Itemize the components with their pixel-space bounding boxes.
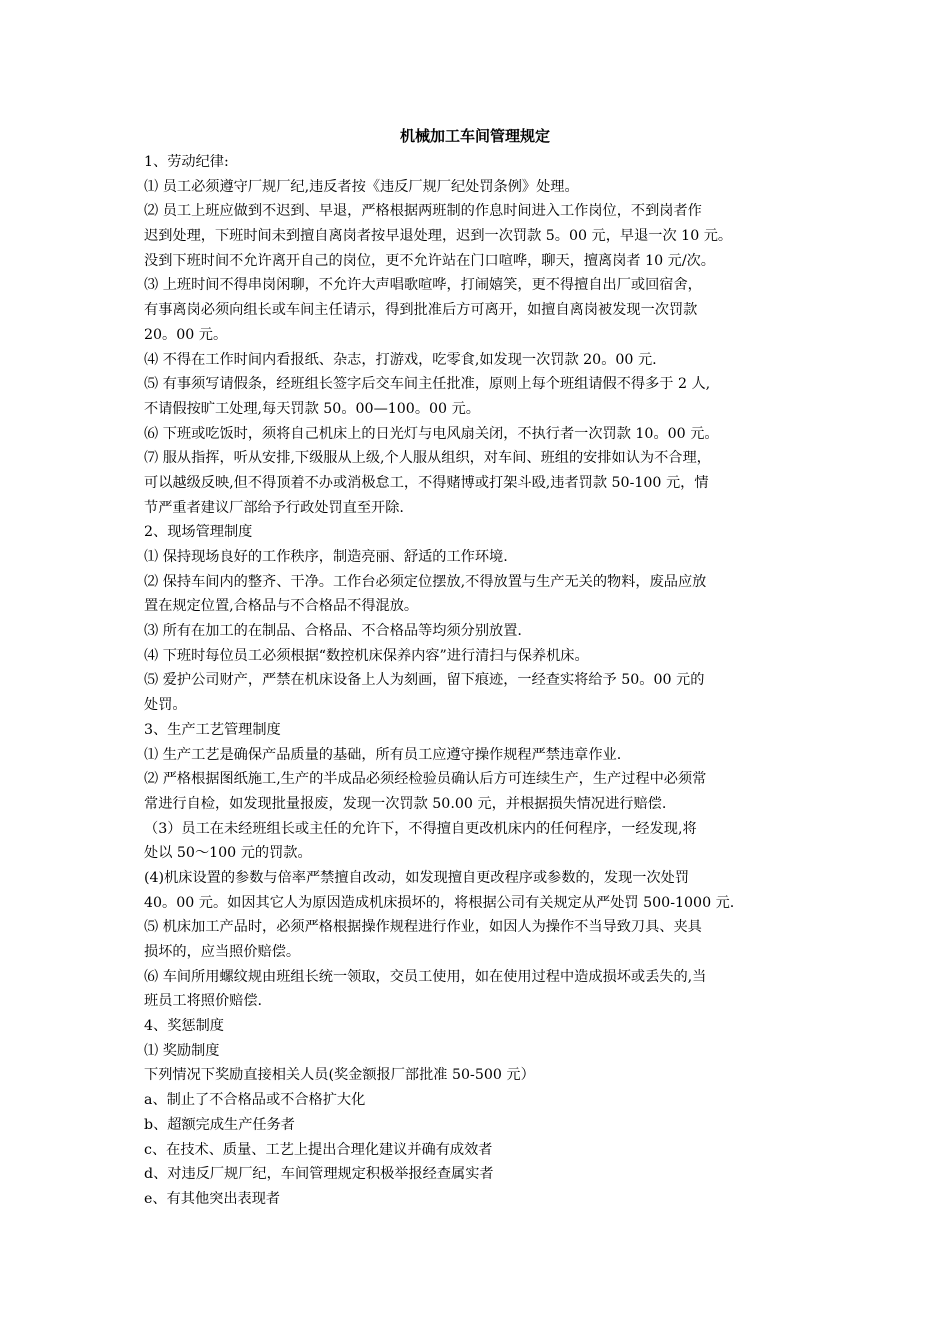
- document-line: ⑴ 生产工艺是确保产品质量的基础，所有员工应遵守操作规程严禁违章作业.: [144, 746, 622, 763]
- document-line: ⑶ 上班时间不得串岗闲聊，不允许大声唱歌喧哗，打闹嬉笑，更不得擅自出厂或回宿舍，: [144, 277, 702, 294]
- document-line: 下列情况下奖励直接相关人员(奖金额报厂部批准 50-500 元）: [144, 1067, 535, 1084]
- document-line: ⑷ 不得在工作时间内看报纸、杂志，打游戏，吃零食,如发现一次罚款 20。00 元.: [144, 351, 657, 368]
- document-line: 1、劳动纪律:: [144, 154, 229, 170]
- document-line: 节严重者建议厂部给予行政处罚直至开除.: [144, 499, 404, 516]
- document-line: ⑵ 员工上班应做到不迟到、早退，严格根据两班制的作息时间进入工作岗位，不到岗者作: [144, 203, 702, 220]
- document-line: （3）员工在未经班组长或主任的允许下，不得擅自更改机床内的任何程序，一经发现,将: [144, 820, 697, 837]
- document-line: 处以 50～100 元的罚款。: [144, 845, 312, 862]
- document-line: ⑵ 保持车间内的整齐、干净。工作台必须定位摆放,不得放置与生产无关的物料，废品应放: [144, 573, 707, 590]
- document-line: 20。00 元。: [144, 326, 228, 343]
- document-line: 常进行自检，如发现批量报废，发现一次罚款 50.00 元，并根据损失情况进行赔偿.: [144, 795, 667, 812]
- document-line: ⑸ 爱护公司财产，严禁在机床设备上人为刻画，留下痕迹，一经查实将给予 50。00 元的: [144, 672, 705, 689]
- document-line: 迟到处理，下班时间未到擅自离岗者按早退处理，迟到一次罚款 5。00 元，早退一次 10 元。: [144, 228, 733, 245]
- document-line: ⑶ 所有在加工的在制品、合格品、不合格品等均须分别放置.: [144, 623, 522, 640]
- document-line: 40。00 元。如因其它人为原因造成机床损坏的，将根据公司有关规定从严处罚 500-1000 元.: [144, 894, 735, 911]
- document-line: ⑷ 下班时每位员工必须根据“数控机床保养内容”进行清扫与保养机床。: [144, 647, 589, 664]
- document-line: e、有其他突出表现者: [144, 1190, 281, 1207]
- document-line: ⑴ 员工必须遵守厂规厂纪,违反者按《违反厂规厂纪处罚条例》处理。: [144, 178, 579, 195]
- document-line: ⑸ 机床加工产品时，必须严格根据操作规程进行作业，如因人为操作不当导致刀具、夹具: [144, 919, 702, 936]
- document-line: 不请假按旷工处理,每天罚款 50。00—100。00 元。: [144, 400, 480, 417]
- document-line: 有事离岗必须向组长或车间主任请示，得到批准后方可离开，如擅自离岗被发现一次罚款: [144, 302, 698, 319]
- document-line: c、在技术、质量、工艺上提出合理化建议并确有成效者: [144, 1141, 493, 1158]
- document-line: ⑴ 保持现场良好的工作秩序，制造亮丽、舒适的工作环境.: [144, 549, 508, 565]
- document-line: 处罚。: [144, 697, 187, 714]
- document-line: ⑴ 奖励制度: [144, 1042, 220, 1059]
- document-line: a、制止了不合格品或不合格扩大化: [144, 1092, 366, 1109]
- document-line: 4、奖惩制度: [144, 1018, 224, 1035]
- document-line: ⑹ 车间所用螺纹规由班组长统一领取，交员工使用，如在使用过程中造成损坏或丢失的,当: [144, 968, 707, 985]
- document-line: 可以越级反映,但不得顶着不办或消极怠工，不得赌博或打架斗殴,违者罚款 50-100 元，情: [144, 474, 709, 491]
- document-line: ⑸ 有事须写请假条，经班组长签字后交车间主任批准，原则上每个班组请假不得多于 2 人,: [144, 376, 711, 393]
- document-line: ⑵ 严格根据图纸施工,生产的半成品必须经检验员确认后方可连续生产，生产过程中必须常: [144, 771, 707, 788]
- document-line: 损坏的，应当照价赔偿。: [144, 944, 301, 960]
- document-title: 机械加工车间管理规定: [399, 127, 550, 145]
- document-line: ⑹ 下班或吃饭时，须将自己机床上的日光灯与电风扇关闭，不执行者一次罚款 10。00 元。: [144, 425, 719, 442]
- document-line: 班员工将照价赔偿.: [144, 993, 263, 1010]
- document-line: 置在规定位置,合格品与不合格品不得混放。: [144, 598, 419, 615]
- document-line: d、对违反厂规厂纪，车间管理规定积极举报经查属实者: [144, 1166, 494, 1183]
- document-line: 2、现场管理制度: [144, 524, 253, 541]
- document-line: 没到下班时间不允许离开自己的岗位，更不允许站在门口喧哗，聊天，擅离岗者 10 元/次。: [144, 252, 715, 269]
- document-line: 3、生产工艺管理制度: [144, 721, 281, 738]
- document-line: (4)机床设置的参数与倍率严禁擅自改动，如发现擅自更改程序或参数的，发现一次处罚: [144, 869, 690, 886]
- document-body: [144, 150, 816, 1212]
- document-line: b、超额完成生产任务者: [144, 1116, 295, 1133]
- document-line: ⑺ 服从指挥，听从安排,下级服从上级,个人服从组织，对车间、班组的安排如认为不合理，: [144, 450, 711, 467]
